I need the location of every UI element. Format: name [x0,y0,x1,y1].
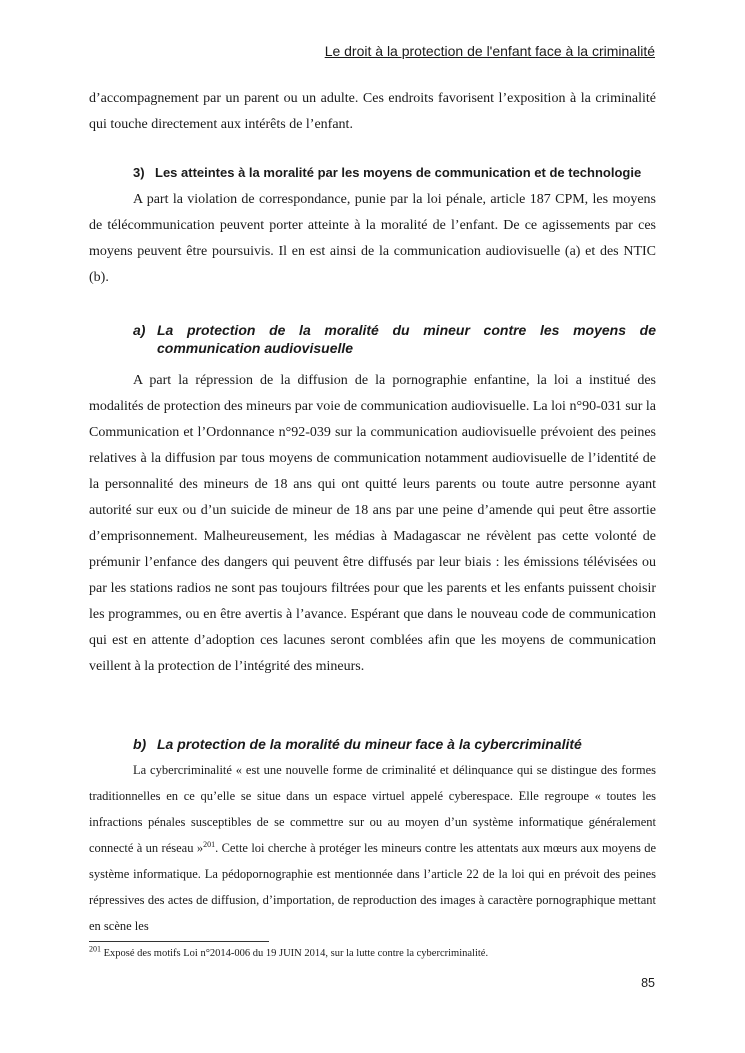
subsection-label: a) [133,322,146,338]
running-header: Le droit à la protection de l'enfant face à la criminalité [324,43,655,59]
paragraph-cybercrime [89,757,656,939]
subsection-heading-a [133,321,656,357]
subsection-heading-b [133,735,656,753]
paragraph-part: . Cette loi cherche à protéger les mineurs contre les attentats aux mœurs aux moyens de système informatique. La pédopornographie est mentionnée dans l’article 22 de la loi qui en prévoit des peines répressives des actes de diffusion, d’importation, de reproduction des images à caractère pornographique mettant en scène les [89,841,656,933]
footnote-reference[interactable]: 201 [203,839,216,849]
paragraph-continuation: d’accompagnement par un parent ou un adulte. Ces endroits favorisent l’exposition à la criminalité qui touche directement aux intérêts de l’enfant. [89,91,656,132]
paragraph-part: La cybercriminalité « est une nouvelle forme de criminalité et délinquance qui se distingue des formes traditionnelles en ce qu’elle se situe dans un espace virtuel appelé cyberespace. Elle regroupe « toutes les infractions pénales susceptibles de se commettre sur ou au moyen d’un système informatique généralement connecté à un réseau » [89,763,656,855]
heading-number: 3) [133,165,145,180]
page-number: 85 [641,976,655,990]
footnote-text: Exposé des motifs Loi n°2014-006 du 19 JUIN 2014, sur la lutte contre la cybercriminalité. [101,948,489,959]
paragraph-audiovisual: A part la répression de la diffusion de la pornographie enfantine, la loi a institué des modalités de protection des mineurs par voie de communication audiovisuelle. La loi n°90-031 sur la Communication et l’Ordonnance n°92-039 sur la communication audiovisuelle prévoient des peines relatives à la diffusion par tous moyens de communication notamment audiovisuelle de l’identité de la personnalité des mineurs de 18 ans qui ont quitté leurs parents ou toute autre personne ayant autorité sur eux ou d’un suicide de mineur de 18 ans par une peine d’amende qui peut être assortie d’emprisonnement. Malheureusement, les médias à Madagascar ne révèlent pas cette volonté de prémunir l’enfance des dangers qui peuvent être diffusés par leur biais : les émissions télévisées ou par les stations radios ne sont pas toujours filtrées pour que les parents et les enfants puissent choisir les programmes, ou en être avertis à l’avance. Espérant que dans le nouveau code de communication qui est en attente d’adoption ces lacunes seront comblées afin que les moyens de communication veillent à la protection de l’intégrité des mineurs. [89,373,656,674]
heading-text: Les atteintes à la moralité par les moyens de communication et de technologie [155,165,642,180]
subsection-text: La protection de la moralité du mineur contre les moyens de communication audiovisuelle [157,322,656,356]
paragraph-telecom: A part la violation de correspondance, punie par la loi pénale, article 187 CPM, les moyens de télécommunication peuvent porter atteinte à la moralité de l’enfant. De ce agissements par ces moyens peuvent être poursuivis. Il en est ainsi de la communication audiovisuelle (a) et des NTIC (b). [89,192,656,285]
footnote-number: 201 [89,944,101,954]
section-heading-3 [133,165,656,180]
subsection-text: La protection de la moralité du mineur face à la cybercriminalité [157,736,582,752]
footnote-divider [89,941,269,942]
subsection-label: b) [133,736,147,752]
footnote [89,944,656,959]
